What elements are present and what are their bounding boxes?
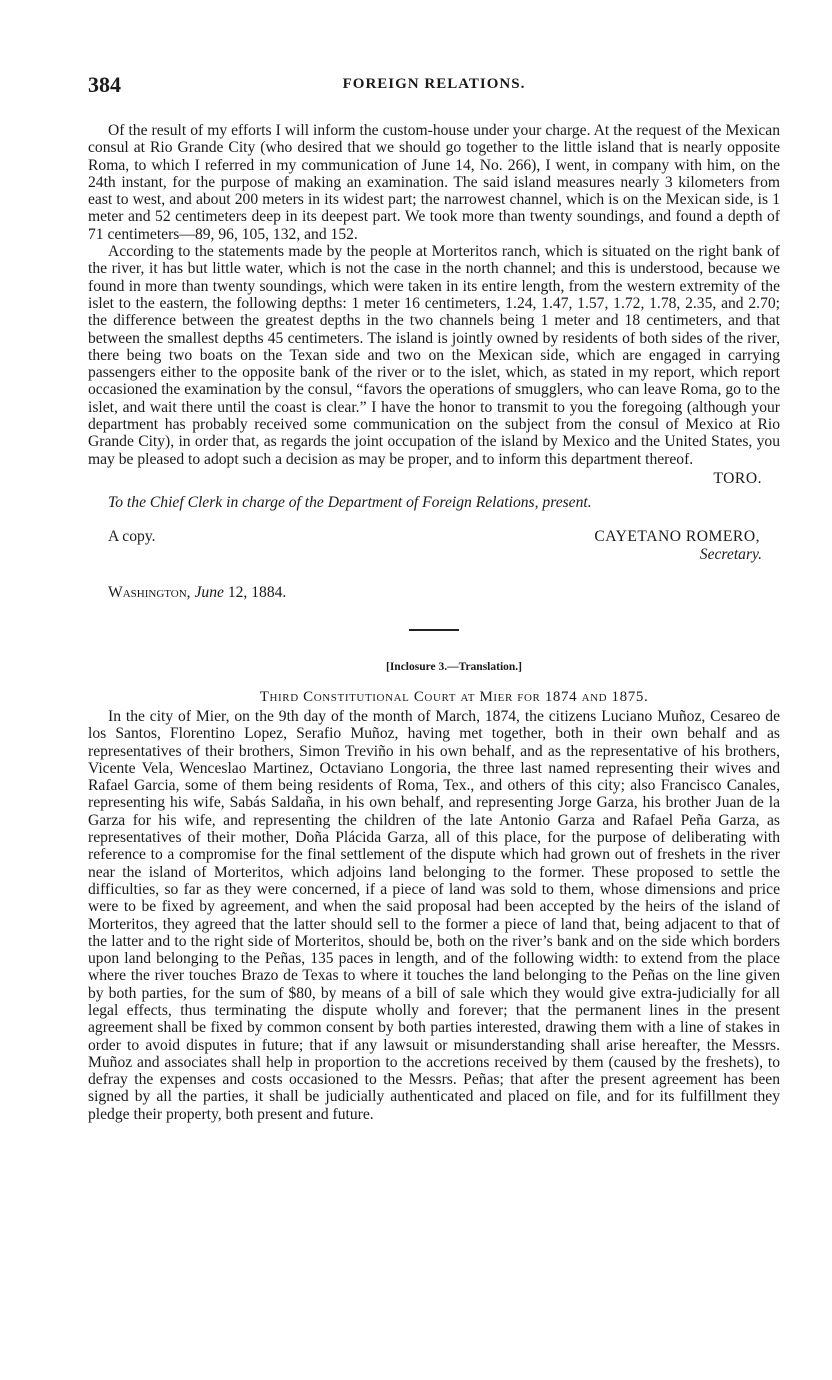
- signer-block: [594, 528, 760, 564]
- dateline-month: June: [194, 583, 224, 601]
- document-page: [88, 72, 780, 1123]
- running-header: [88, 72, 780, 100]
- inclosure-label: [Inclosure 3.—Translation.]: [386, 660, 522, 673]
- letter-signature: TORO.: [713, 469, 762, 487]
- court-heading: Third Constitutional Court at Mier for 1874 and 1875.: [259, 688, 649, 705]
- copy-attestation: [88, 528, 780, 566]
- dateline-place: Washington,: [108, 583, 191, 601]
- letter-addressee: To the Chief Clerk in charge of the Department of Foreign Relations, present.: [108, 493, 592, 511]
- copy-label: A copy.: [108, 527, 156, 545]
- signer-name: CAYETANO ROMERO,: [594, 527, 760, 545]
- signer-title: Secretary.: [699, 545, 762, 563]
- letter-paragraph-2: According to the statements made by the people at Morteritos ranch, which is situated on the right bank of the river, it has but little water, which is not the case in the north channel; and this is understood, because we found in more than twenty soundings, which were taken in its entire length, from the western extremity of the islet to the eastern, the following depths: 1 meter 16 centimeters, 1.24, 1.47, 1.57, 1.72, 1.78, 2.35, and 2.70; the difference between the greatest depths in the two channels being 1 meter and 18 centimeters, and that between the smallest depths 45 centimeters. The island is jointly owned by residents of both sides of the river, there being two boats on the Texan side and two on the Mexican side, which are engaged in carrying passengers either to the opposite bank of the river or to the islet, which, as stated in my report, which report occasioned the examination by the consul, “favors the operations of smugglers, who can leave Roma, go to the islet, and wait there until the coast is clear.” I have the honor to transmit to you the foregoing (although your department has probably received some communication on the subject from the consul of Mexico at Rio Grande City), in order that, as regards the joint occupation of the island by Mexico and the United States, you may be pleased to adopt such a decision as may be proper, and to inform this department thereof.: [88, 243, 780, 468]
- page-number: 384: [88, 72, 121, 97]
- inclosure-paragraph: In the city of Mier, on the 9th day of the month of March, 1874, the citizens Luciano Muñoz, Cesareo de los Santos, Florentino Lopez, Serafio Muñoz, having met together, both in their own behalf and as representatives of their brothers, Simon Treviño in his own behalf, and as the representative of his brothers, Vicente Vela, Wenceslao Martinez, Octaviano Longoria, the three last named representing their wives and Rafael Garcia, some of them being residents of Roma, Tex., and others of this city; also Francisco Canales, representing his wife, Sabás Saldaña, in his own behalf, and representing Jorge Garza, his brother Juan de la Garza for his wife, and representing the children of the late Antonio Garza and Rafael Peña Garza, as representatives of their mother, Doña Plácida Garza, all of this place, for the purpose of deliberating with reference to a compromise for the final settlement of the dispute which had grown out of freshets in the river near the island of Morteritos, which adjoins land belonging to the former. These proposed to settle the difficulties, so far as they were concerned, if a piece of land was sold to them, whose dimensions and price were to be fixed by agreement, and when the said proposal had been accepted by the heirs of the island of Morteritos, they agreed that the latter should sell to the former a piece of land that, being adjacent to that of the latter and to the right side of Morteritos, should be, both on the river’s bank and on the side which borders upon land belonging to the Peñas, 135 paces in length, and of the following width: to extend from the place where the river touches Brazo de Texas to where it touches the land belonging to the Peñas on the line given by both parties, for the sum of $80, by means of a bill of sale which they would give extra-judicially for all legal effects, thus terminating the dispute wholly and forever; that the permanent lines in the present agreement shall be fixed by common consent by both parties interested, drawing them with a line of stakes in order to avoid disputes in future; that if any lawsuit or misunderstanding shall arise hereafter, the Messrs. Muñoz and associates shall help in proportion to the accretions received by them (caused by the freshets), to defray the expenses and costs occasioned to the Messrs. Peñas; that after the present agreement has been signed by all the parties, it shall be judicially authenticated and placed on file, and for its fulfillment they pledge their property, both present and future.: [88, 707, 780, 1123]
- letter-paragraph-1: Of the result of my efforts I will inform the custom-house under your charge. At the request of the Mexican consul at Rio Grande City (who desired that we should go together to the little island that is nearly opposite Roma, to which I referred in my communication of June 14, No. 266), I went, in company with him, on the 24th instant, for the purpose of making an examination. The said island measures nearly 3 kilometers from east to west, and about 200 meters in its widest part; the narrowest channel, which is on the Mexican side, is 1 meter and 52 centimeters deep in its deepest part. We took more than twenty soundings, and found a depth of 71 centimeters—89, 96, 105, 132, and 152.: [88, 122, 780, 243]
- dateline: [108, 584, 780, 602]
- dateline-day-year: 12, 1884.: [223, 583, 287, 601]
- running-title: FOREIGN RELATIONS.: [342, 76, 526, 92]
- section-divider: [409, 629, 459, 631]
